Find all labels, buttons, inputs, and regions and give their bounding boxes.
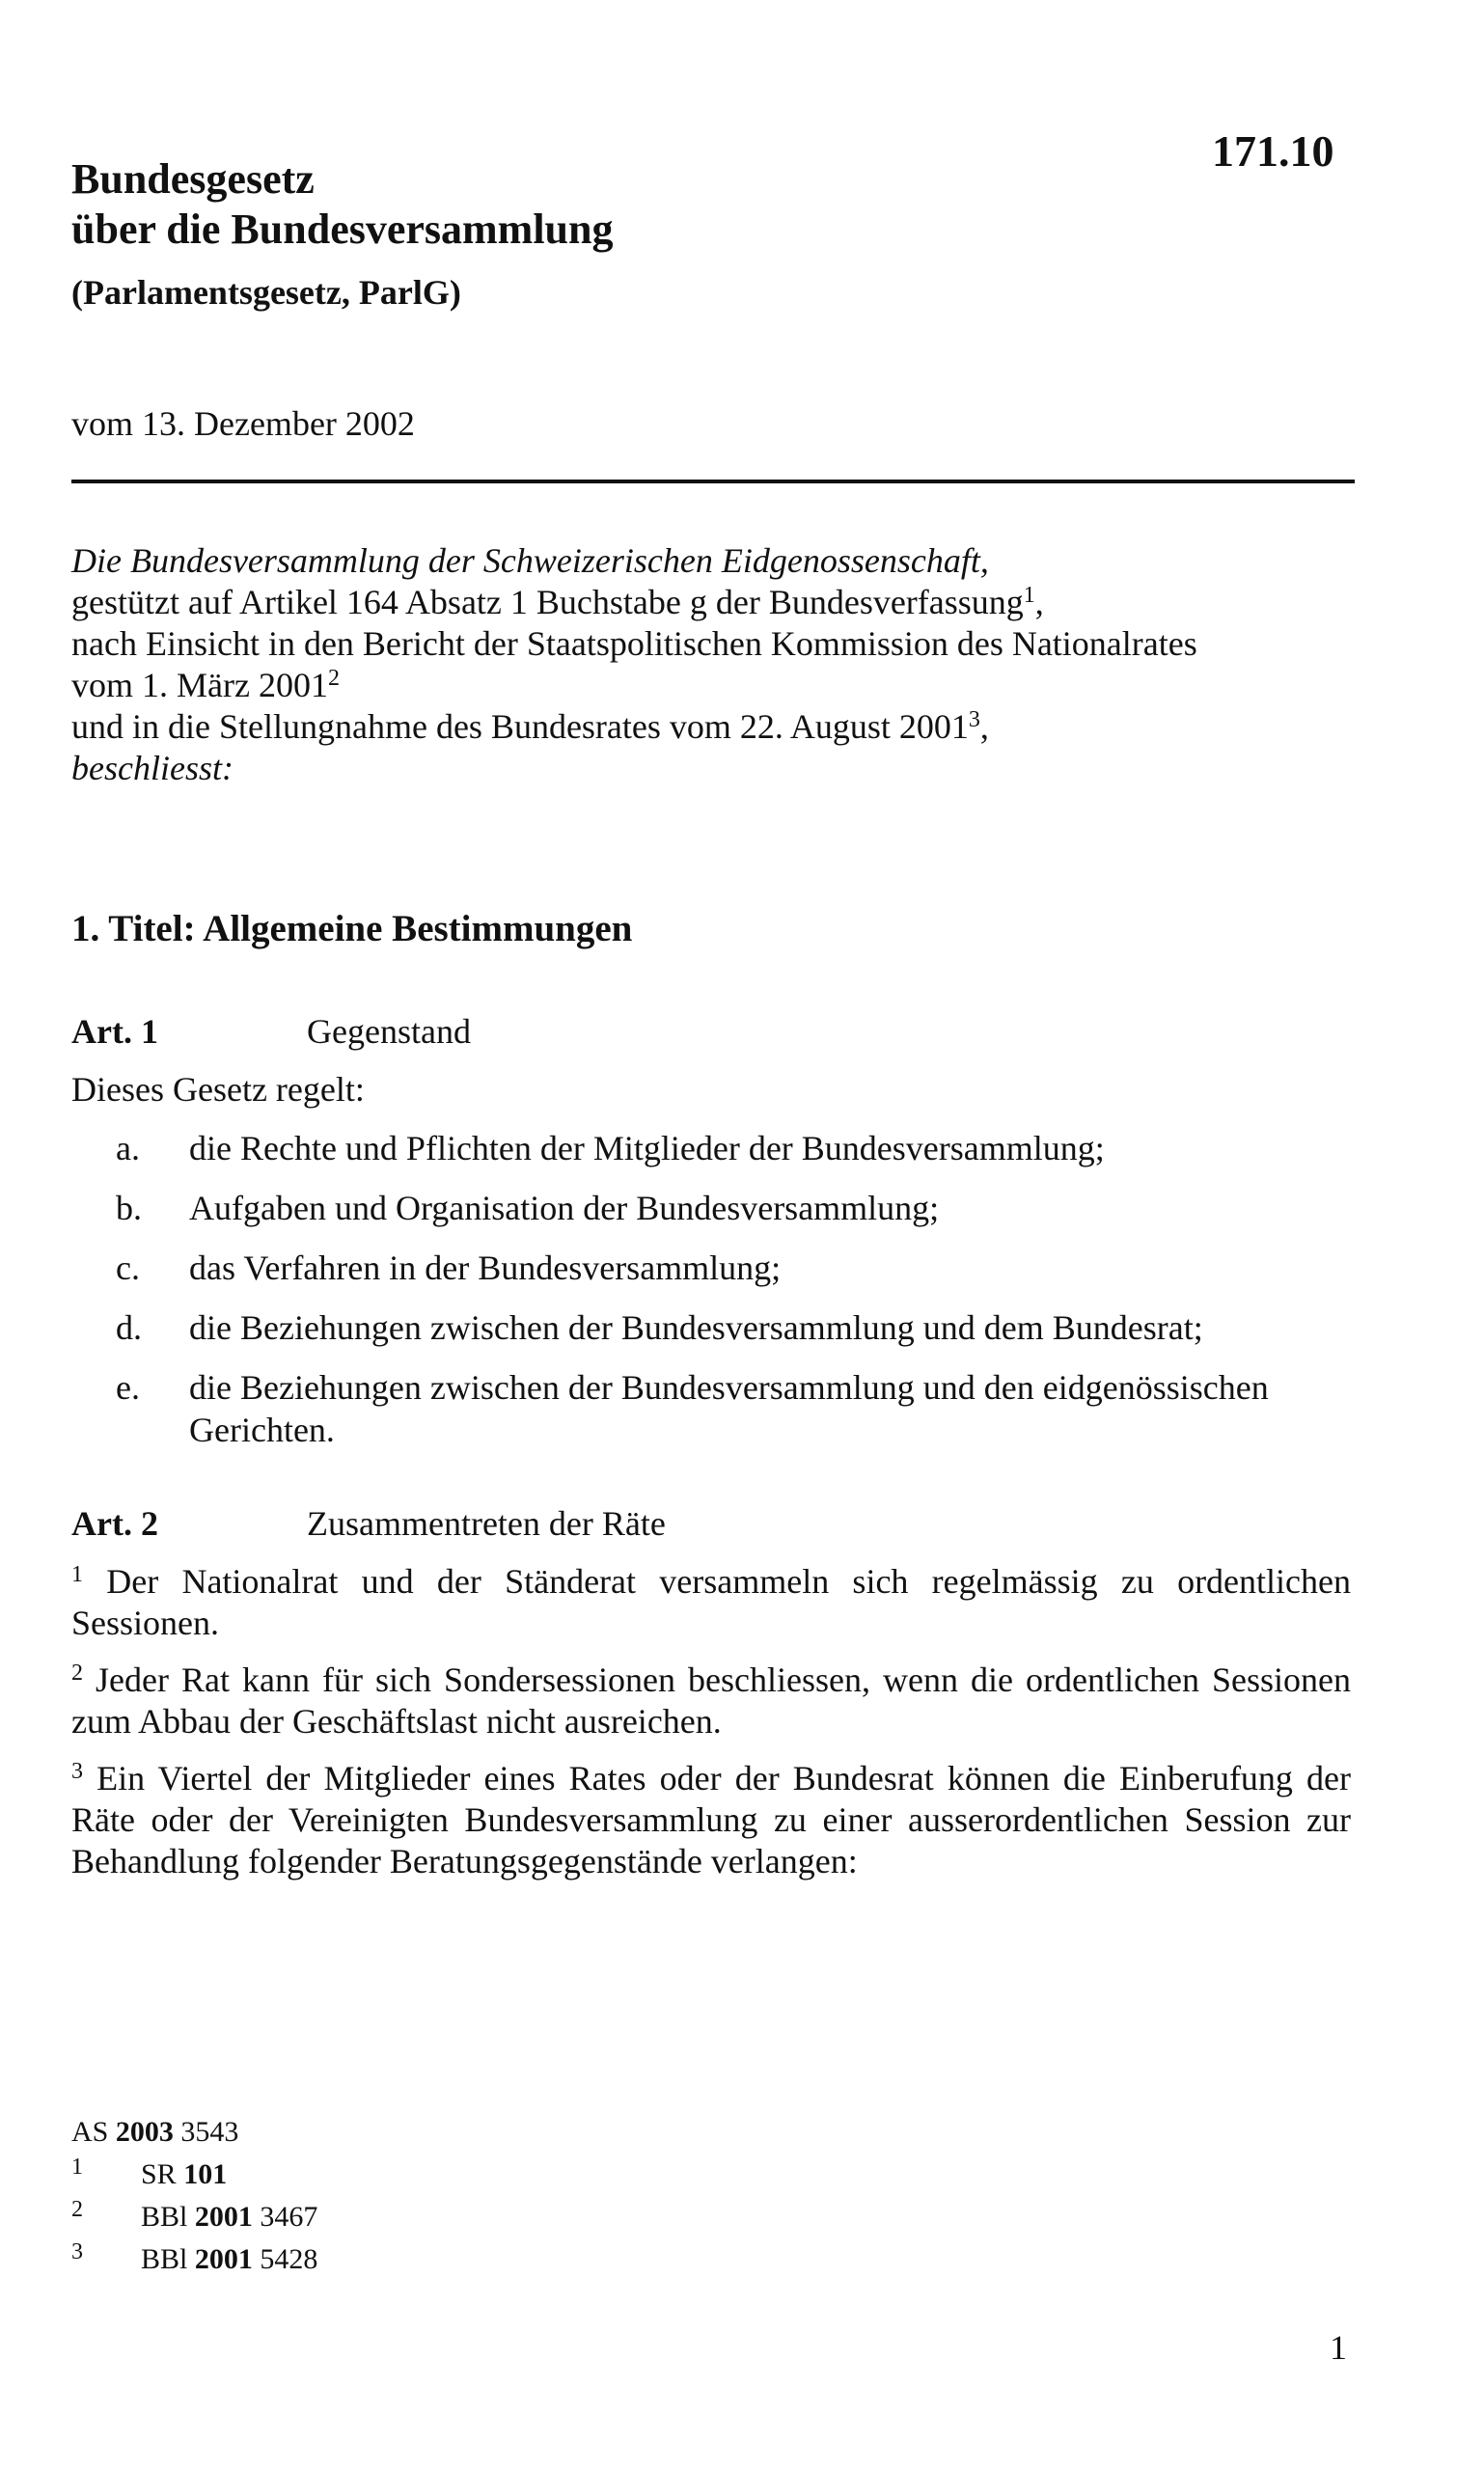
law-title-line1: Bundesgesetz <box>71 155 315 203</box>
as-year: 2003 <box>115 2116 174 2148</box>
footnotes <box>71 2115 317 2277</box>
footnote <box>71 2192 317 2235</box>
as-page: 3543 <box>180 2116 239 2148</box>
preamble-line-5-text: und in die Stellungnahme des Bundesrates vom 22. August 2001 <box>71 707 969 746</box>
list-item <box>71 1127 1364 1169</box>
as-prefix: AS <box>71 2116 109 2148</box>
preamble-line-4-text: vom 1. März 2001 <box>71 666 328 704</box>
enactment-date: vom 13. Dezember 2002 <box>71 404 415 443</box>
list-item-letter: d. <box>116 1308 142 1347</box>
footnote-bold: 101 <box>183 2158 228 2190</box>
footnote <box>71 2235 317 2277</box>
article-2-heading <box>71 1503 666 1544</box>
as-reference <box>71 2115 317 2150</box>
article-1-number: Art. 1 <box>71 1012 158 1051</box>
footnote-page: 5428 <box>260 2243 318 2275</box>
paragraph <box>71 1758 1351 1882</box>
preamble-line-6: beschliesst: <box>71 749 234 787</box>
footnote-prefix: BBl <box>141 2243 188 2275</box>
footnote-ref-2: 2 <box>327 666 340 691</box>
footnote-prefix: BBl <box>141 2201 188 2233</box>
paragraph-text: Ein Viertel der Mitglieder eines Rates oder der Bundesrat können die Einberufung der Räte oder der Vereinigten Bundesversammlung zu einer ausserordentlichen Session zur Behandlung folgender Beratungsgegenstände verlangen: <box>71 1759 1351 1880</box>
list-item-text: die Beziehungen zwischen der Bundesversammlung und den eidgenössischen Gerichten. <box>189 1368 1269 1449</box>
paragraph-number: 3 <box>71 1759 83 1784</box>
list-item <box>71 1247 1364 1289</box>
article-2-title: Zusammentreten der Räte <box>307 1504 666 1543</box>
list-item-text: die Beziehungen zwischen der Bundesversammlung und dem Bundesrat; <box>189 1308 1203 1347</box>
list-item <box>71 1187 1364 1229</box>
article-1-intro: Dieses Gesetz regelt: <box>71 1070 365 1109</box>
footnote-number: 2 <box>71 2197 83 2222</box>
footnote-bold: 2001 <box>194 2243 253 2275</box>
list-item-letter: b. <box>116 1189 142 1227</box>
paragraph <box>71 1561 1351 1644</box>
footnote-number: 1 <box>71 2154 83 2180</box>
sr-number: 171.10 <box>1212 126 1334 176</box>
article-2-number: Art. 2 <box>71 1504 158 1543</box>
preamble-line-2-end: , <box>1034 583 1044 621</box>
list-item-letter: a. <box>116 1129 140 1167</box>
law-title-line2: über die Bundesversammlung <box>71 206 614 253</box>
footnote <box>71 2150 317 2192</box>
paragraph-number: 1 <box>71 1562 83 1587</box>
footnote-bold: 2001 <box>194 2201 253 2233</box>
preamble-line-5 <box>71 706 1364 748</box>
list-item-text: die Rechte und Pflichten der Mitglieder der Bundesversammlung; <box>189 1129 1105 1167</box>
article-1-list <box>71 1127 1364 1468</box>
header-divider <box>71 480 1355 483</box>
footnote-ref-1: 1 <box>1023 583 1035 608</box>
paragraph-number: 2 <box>71 1660 83 1686</box>
section-heading: 1. Titel: Allgemeine Bestimmungen <box>71 908 633 949</box>
paragraph-text: Der Nationalrat und der Ständerat versammeln sich regelmässig zu ordentlichen Sessionen. <box>71 1562 1351 1642</box>
preamble-line-5-end: , <box>979 707 989 746</box>
list-item-letter: e. <box>116 1368 140 1407</box>
list-item-letter: c. <box>116 1249 140 1287</box>
article-2-paragraphs <box>71 1561 1351 1898</box>
preamble <box>71 540 1364 789</box>
footnote-ref-3: 3 <box>968 707 980 732</box>
preamble-line-2-text: gestützt auf Artikel 164 Absatz 1 Buchstabe g der Bundesverfassung <box>71 583 1024 621</box>
footnote-prefix: SR <box>141 2158 177 2190</box>
list-item <box>71 1306 1364 1349</box>
footnote-page: 3467 <box>260 2201 318 2233</box>
preamble-line-2 <box>71 582 1364 623</box>
preamble-line-3: nach Einsicht in den Bericht der Staatspolitischen Kommission des Nationalrates <box>71 624 1197 663</box>
law-subtitle: (Parlamentsgesetz, ParlG) <box>71 273 461 312</box>
list-item <box>71 1366 1364 1451</box>
paragraph <box>71 1660 1351 1743</box>
article-1-heading <box>71 1011 471 1052</box>
list-item-text: das Verfahren in der Bundesversammlung; <box>189 1249 782 1287</box>
page-number: 1 <box>1330 2328 1347 2367</box>
preamble-line-4 <box>71 665 1364 706</box>
law-title <box>71 154 614 255</box>
article-1-title: Gegenstand <box>307 1012 471 1051</box>
list-item-text: Aufgaben und Organisation der Bundesversammlung; <box>189 1189 940 1227</box>
paragraph-text: Jeder Rat kann für sich Sondersessionen beschliessen, wenn die ordentlichen Sessionen zum Abbau der Geschäftslast nicht ausreichen. <box>71 1660 1352 1741</box>
footnote-number: 3 <box>71 2239 83 2264</box>
preamble-line-1: Die Bundesversammlung der Schweizerischen Eidgenossenschaft, <box>71 541 989 580</box>
